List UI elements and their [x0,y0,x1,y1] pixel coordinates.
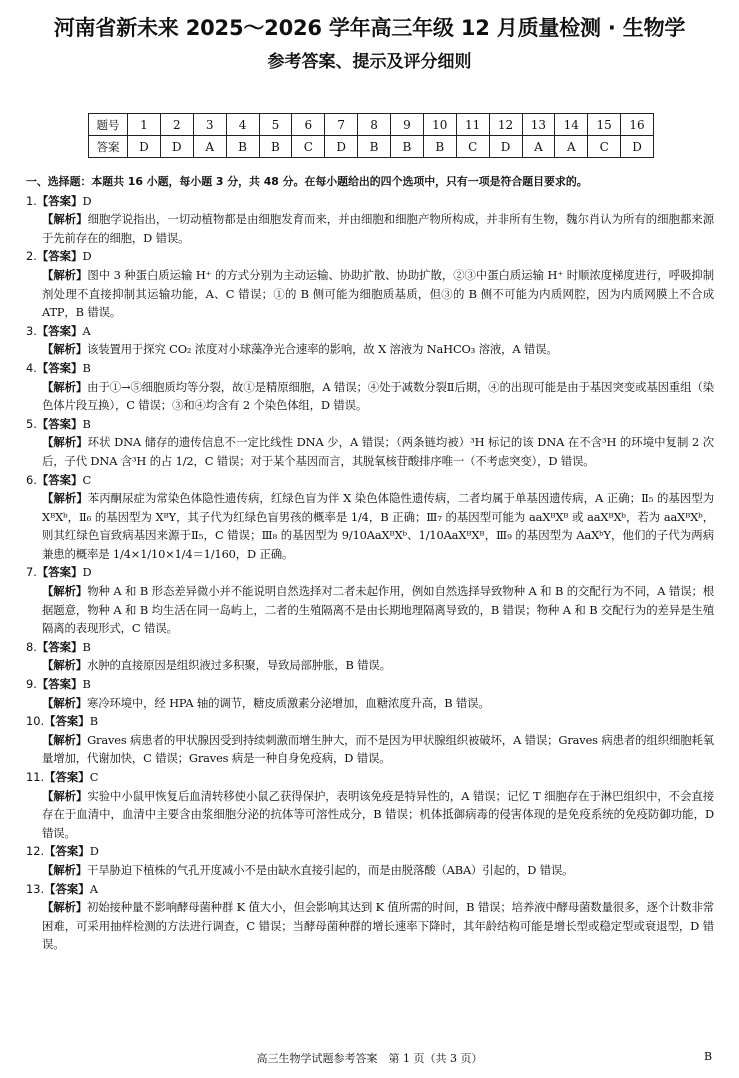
answer-tag: 【答案】 [44,770,90,784]
answer-cell: D [128,136,161,158]
explanation-tag: 【解析】 [42,212,88,227]
answer-table-answer-row [89,136,654,158]
answer-value: C [89,770,99,784]
question-item [28,247,714,321]
answer-tag: 【答案】 [36,565,83,580]
explanation-paragraph [28,656,714,675]
question-number-cell: 13 [522,114,555,136]
explanation-tag: 【解析】 [42,267,88,282]
explanation-paragraph [28,731,714,768]
answer-cell: B [358,136,391,158]
page-footer: 高三生物学试题参考答案 第 1 页（共 3 页） [256,1052,483,1065]
question-number: 3. [26,323,37,338]
question-number: 9. [26,677,37,692]
explanation-paragraph [28,898,714,954]
question-item [28,359,714,415]
answer-tag: 【答案】 [44,844,90,859]
number-row-label: 题号 [89,114,128,136]
question-number-cell: 5 [259,114,292,136]
question-number-cell: 10 [423,114,456,136]
question-number: 6. [26,472,37,487]
explanation-tag: 【解析】 [42,435,88,450]
answer-tag: 【答案】 [36,639,83,654]
explanation-text: 水肿的直接原因是组织液过多积聚，导致局部肿胀，B 错误。 [86,658,391,673]
answer-cell: B [259,136,292,158]
question-item [28,675,714,712]
question-number: 5. [26,416,37,431]
explanation-paragraph [28,266,714,322]
explanation-tag: 【解析】 [42,862,87,877]
question-number: 8. [26,639,37,654]
explanation-text: 初始接种量不影响酵母菌种群 K 值大小，但会影响其达到 K 值所需的时间，B 错误；培养液中酵母菌数量很多，逐个计数非常困难，可采用抽样检测的方法进行调查，C 错误；当酵母菌种群的增长速率下降时，其年龄结构可能是增长型或稳定型或衰退型，D 错误。 [42,900,714,952]
answer-line [26,768,714,787]
question-item [28,322,714,359]
answer-line [26,638,714,657]
answer-value: B [82,677,91,692]
explanation-text: 环状 DNA 储存的遗传信息不一定比线性 DNA 少，A 错误；（两条链均被）³H 标记的该 DNA 在不含³H 的环境中复制 2 次后，子代 DNA 含³H 的占 1/2，C 错误；对于某个基因而言，其脱氧核苷酸排序唯一（不考虑突变），D 错误。 [42,435,714,468]
answer-tag: 【答案】 [44,714,90,729]
answer-cell: C [588,136,621,158]
answer-line [26,712,714,731]
question-number-cell: 7 [325,114,358,136]
answer-tag: 【答案】 [36,249,83,264]
answer-cell: A [555,136,588,158]
question-number: 13. [26,881,45,896]
explanation-paragraph [28,489,714,563]
answer-cell: D [489,136,522,158]
answer-tag: 【答案】 [36,193,83,208]
answer-row-label: 答案 [89,136,128,158]
question-number: 10. [26,714,45,729]
explanation-tag: 【解析】 [42,342,87,357]
explanation-text: 细胞学说指出，一切动植物都是由细胞发育而来，并由细胞和细胞产物所构成，并非所有生物，魏尔肖认为所有的细胞都来源于先前存在的细胞，D 错误。 [42,212,714,245]
explanation-tag: 【解析】 [42,695,87,710]
question-item [28,415,714,471]
answer-tag: 【答案】 [36,472,83,487]
explanation-tag: 【解析】 [42,732,88,747]
answer-line [26,247,714,266]
answer-value: B [82,416,91,431]
explanation-text: 干旱胁迫下植株的气孔开度减小不是由缺水直接引起的，而是由脱落酸（ABA）引起的，D 错误。 [86,862,574,877]
explanation-tag: 【解析】 [42,900,87,915]
question-number-cell: 14 [555,114,588,136]
answer-line [26,563,714,582]
explanation-paragraph [28,378,714,415]
answer-tag: 【答案】 [44,881,90,896]
explanation-text: 由于①→⑤细胞质均等分裂，故①是精原细胞，A 错误；④处于减数分裂Ⅱ后期，④的出现可能是由于基因突变或基因重组（染色体片段互换），C 错误；③和④均含有 2 个染色体组，D 错误。 [42,379,714,413]
question-item [28,880,714,954]
answer-table-number-row [89,114,654,136]
question-number: 4. [26,360,37,375]
question-number-cell: 15 [588,114,621,136]
answer-tag: 【答案】 [36,677,83,692]
answer-tag: 【答案】 [36,323,83,338]
answer-cell: D [621,136,654,158]
explanation-text: 该装置用于探究 CO₂ 浓度对小球藻净光合速率的影响，故 X 溶液为 NaHCO₃ 溶液，A 错误。 [86,342,558,357]
explanation-text: 寒冷环境中，经 HPA 轴的调节，糖皮质激素分泌增加，血糖浓度升高，B 错误。 [86,695,490,710]
question-item [28,638,714,675]
answer-line [26,359,714,378]
explanation-tag: 【解析】 [42,658,87,673]
question-item [28,192,714,248]
page-title: 河南省新未来 2025～2026 学年高三年级 12 月质量检测 · 生物学 [53,16,686,40]
answer-line [26,192,714,211]
explanation-tag: 【解析】 [42,379,88,394]
answer-table [88,113,654,158]
question-number-cell: 3 [193,114,226,136]
answer-value: B [82,360,91,375]
answer-body [28,173,714,954]
page-subtitle: 参考答案、提示及评分细则 [267,52,472,72]
question-number-cell: 6 [292,114,325,136]
answer-cell: B [391,136,424,158]
explanation-paragraph [28,694,714,713]
question-number: 7. [26,565,37,580]
question-number-cell: 4 [226,114,259,136]
question-item [28,471,714,564]
question-number-cell: 9 [391,114,424,136]
answer-value: C [82,472,92,487]
answer-line [26,471,714,490]
answer-cell: C [456,136,489,158]
explanation-paragraph [28,340,714,359]
question-item [28,563,714,637]
answer-value: B [89,714,99,729]
question-number-cell: 1 [128,114,161,136]
question-number: 1. [26,193,37,208]
explanation-text: 图中 3 种蛋白质运输 H⁺ 的方式分别为主动运输、协助扩散、协助扩散，②③中蛋白质运输 H⁺ 时顺浓度梯度进行，呼吸抑制剂处理不直接抑制其运输功能，A、C 错误；①的 B 侧可能为细胞质基质，但③的 B 侧不可能为内质网腔，因为内质网膜上不合成 ATP，B 错误。 [42,267,714,320]
answer-value: D [89,844,99,859]
explanation-tag: 【解析】 [42,584,88,599]
answer-tag: 【答案】 [36,360,83,375]
section-heading: 一、选择题：本题共 16 小题，每小题 3 分，共 48 分。在每小题给出的四个选项中，只有一项是符合题目要求的。 [26,175,588,188]
answer-line [26,415,714,434]
answer-cell: A [193,136,226,158]
answer-line [26,675,714,694]
explanation-tag: 【解析】 [42,491,88,506]
question-item [28,842,714,879]
question-number-cell: 16 [621,114,654,136]
explanation-paragraph [28,582,714,638]
question-number-cell: 11 [456,114,489,136]
question-number: 12. [26,844,45,859]
explanation-tag: 【解析】 [42,788,88,803]
answer-value: B [82,639,91,654]
explanation-text: 实验中小鼠甲恢复后血清转移使小鼠乙获得保护，表明该免疫是特异性的，A 错误；记忆 T 细胞存在于淋巴组织中，不会直接存在于血清中，血清中主要含由浆细胞分泌的抗体等可溶性成分，B 错误；机体抵御病毒的侵害体现的是免疫系统的免疫防御功能，D 错误。 [42,788,714,840]
explanation-paragraph [28,787,714,843]
explanation-text: 物种 A 和 B 形态差异微小并不能说明自然选择对二者未起作用，例如自然选择导致物种 A 和 B 的交配行为不同，A 错误；根据题意，物种 A 和 B 均生活在同一岛屿上，二者的生殖隔离不是由长期地理隔离导致的，B 错误；物种 A 和 B 交配行为的差异是生殖隔离的表现形式，C 错误。 [42,584,714,636]
answer-value: D [82,193,92,208]
answer-cell: B [226,136,259,158]
question-list [28,192,714,954]
answer-value: A [82,323,91,338]
answer-cell: C [292,136,325,158]
answer-line [26,322,714,341]
question-number-cell: 12 [489,114,522,136]
answer-cell: B [423,136,456,158]
answer-value: A [89,881,98,896]
question-number: 2. [26,249,37,264]
question-item [28,768,714,842]
answer-cell: A [522,136,555,158]
answer-line [26,880,714,899]
answer-line [26,842,714,861]
question-number-cell: 8 [358,114,391,136]
explanation-paragraph [28,210,714,247]
explanation-text: 苯丙酮尿症为常染色体隐性遗传病，红绿色盲为伴 X 染色体隐性遗传病，二者均属于单基因遗传病，A 正确；Ⅱ₅ 的基因型为 XᴮXᵇ，Ⅱ₆ 的基因型为 XᴮY，其子代为红绿色盲男孩的概率是 1/4，B 正确；Ⅲ₇ 的基因型可能为 aaXᴮXᴮ 或 aaXᴮXᵇ，若为 aaXᴮXᵇ，则其红绿色盲致病基因来源于Ⅱ₅，C 错误；Ⅲ₈ 的基因型为 9/10AaXᴮXᵇ、1/10AaXᴮXᴮ，Ⅲ₉ 的基因型为 AaXᵇY，他们的子代为两病兼患的概率是 1/4×1/10×1/4＝1/160，D 正确。 [42,491,714,561]
question-item [28,712,714,768]
explanation-text: Graves 病患者的甲状腺因受到持续刺激而增生肿大，而不是因为甲状腺组织被破坏，A 错误；Graves 病患者的组织细胞耗氧量增加，代谢加快，C 错误；Graves 病是一种自身免疫病，D 错误。 [42,732,715,766]
question-number: 11. [26,770,45,784]
answer-value: D [82,565,92,580]
answer-cell: D [325,136,358,158]
answer-value: D [82,249,92,264]
answer-tag: 【答案】 [36,416,83,431]
version-mark: B [704,1050,713,1063]
answer-cell: D [160,136,193,158]
explanation-paragraph [28,433,714,470]
question-number-cell: 2 [160,114,193,136]
explanation-paragraph [28,861,714,880]
